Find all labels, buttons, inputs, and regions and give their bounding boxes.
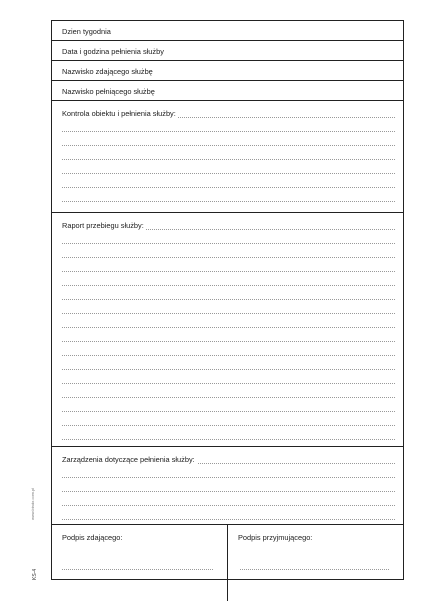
writing-line [62,383,395,384]
writing-line [62,519,395,520]
writing-line [62,257,395,258]
signature-handing-over-label: Podpis zdającego: [62,533,123,542]
writing-line [62,397,395,398]
writing-line [62,355,395,356]
writing-line [62,173,395,174]
writing-line [62,369,395,370]
field-handing-over [52,61,403,81]
field-taking-over [52,81,403,101]
writing-line [62,159,395,160]
writing-line [62,313,395,314]
writing-line [62,299,395,300]
signature-handing-over [52,525,228,601]
signature-line [62,569,213,570]
writing-line [62,243,395,244]
writing-line [62,411,395,412]
section-orders-label: Zarządzenia dotyczące pełnienia służby: [62,455,195,464]
writing-line [62,425,395,426]
signature-taking-over [228,525,403,601]
writing-line [62,285,395,286]
field-date-time [52,41,403,61]
field-handing-over-label: Nazwisko zdającego służbę [62,67,153,76]
section-control-label: Kontrola obiektu i pełnienia służby: [62,109,176,118]
writing-line [62,131,395,132]
writing-line [62,145,395,146]
writing-line [62,341,395,342]
signature-line [240,569,389,570]
field-day-label: Dzien tygodnia [62,27,111,36]
writing-line [62,201,395,202]
writing-line [62,477,395,478]
section-control [52,101,403,213]
margin-website: www.bindo.com.pl [30,487,35,520]
field-day [52,21,403,41]
writing-line [62,327,395,328]
signature-taking-over-label: Podpis przyjmującego: [238,533,313,542]
writing-line [62,439,395,440]
writing-line [62,271,395,272]
section-report-label: Raport przebiegu służby: [62,221,144,230]
field-taking-over-label: Nazwisko pełniącego służbę [62,87,155,96]
section-report [52,213,403,447]
section-orders [52,447,403,525]
margin-code: KS-4 [32,568,38,580]
writing-line [62,505,395,506]
duty-log-form [51,20,404,580]
writing-line [62,491,395,492]
writing-line [62,187,395,188]
field-date-time-label: Data i godzina pełnienia służby [62,47,164,56]
